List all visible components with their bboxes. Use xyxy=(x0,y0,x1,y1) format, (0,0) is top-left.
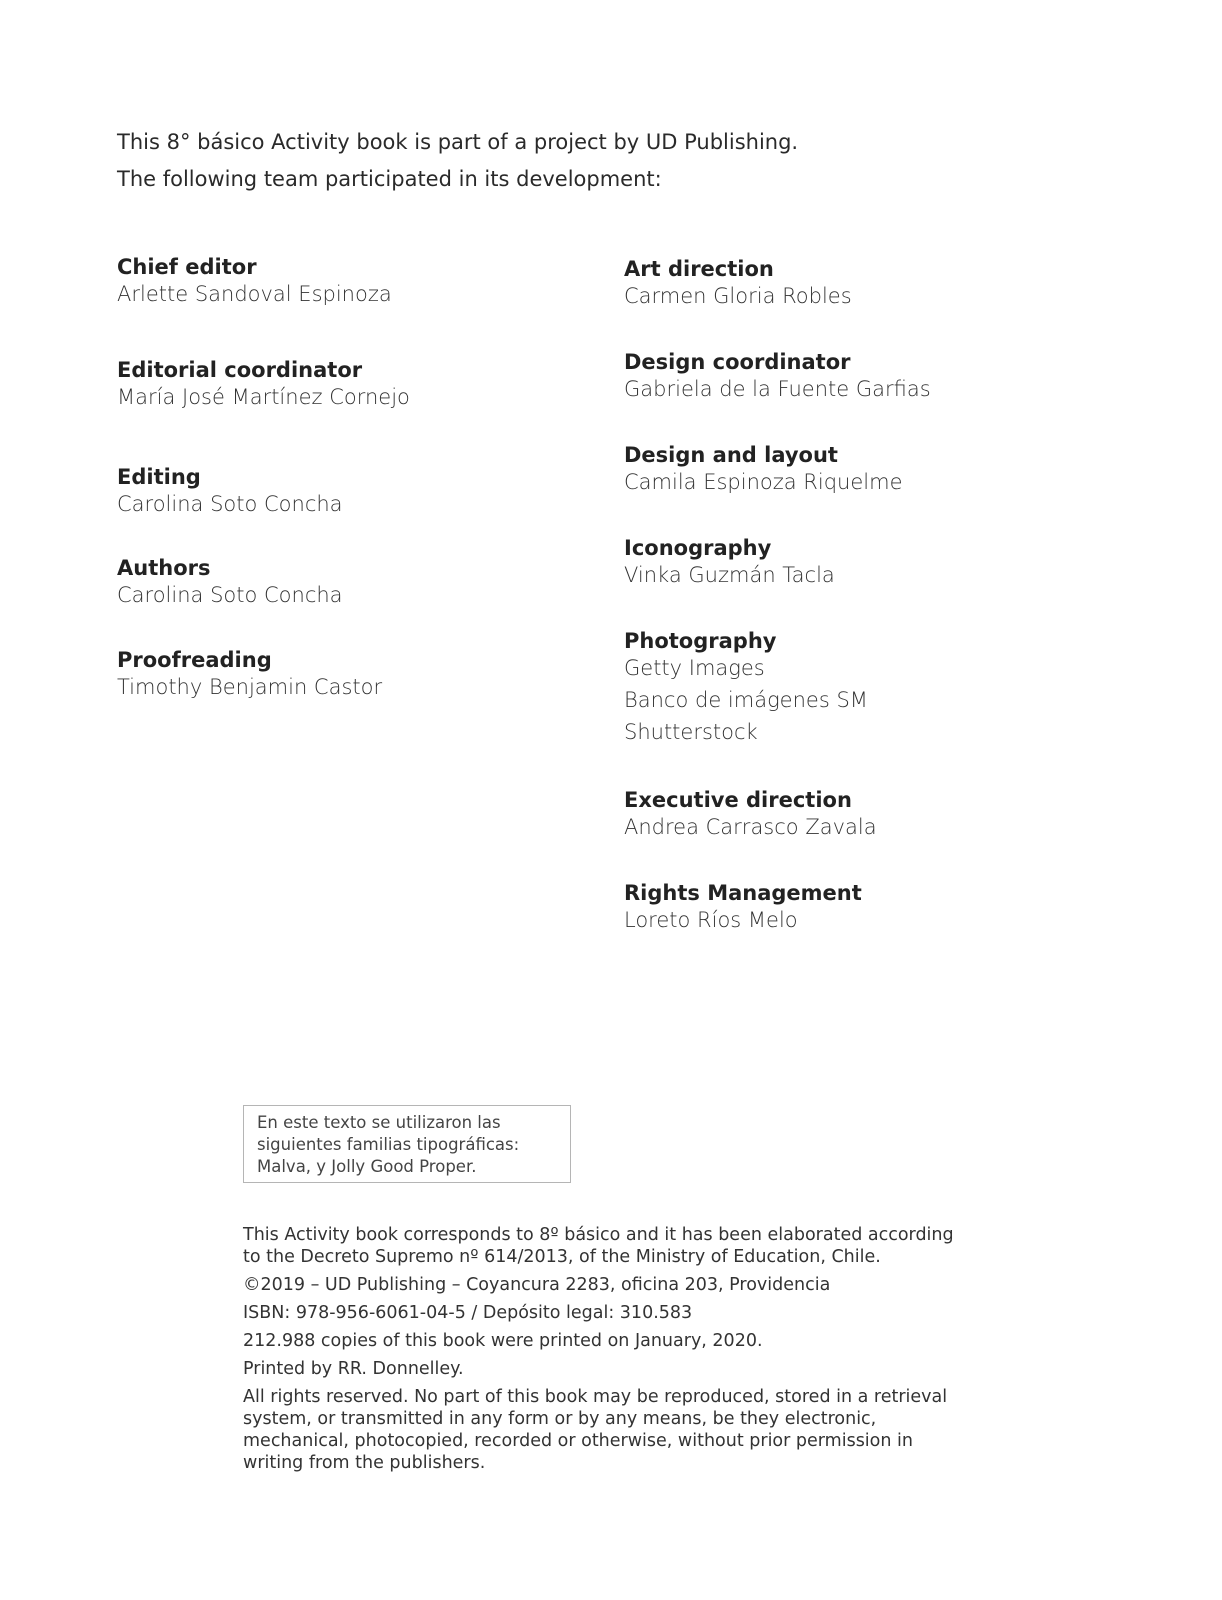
credit-name: Carmen Gloria Robles xyxy=(624,284,852,308)
credit-role: Proofreading xyxy=(117,648,272,672)
credit-role: Editing xyxy=(117,465,201,489)
intro-line: This 8° básico Activity book is part of a project by UD Publishing. xyxy=(117,130,799,154)
rights-line: system, or transmitted in any form or by any means, be they electronic, xyxy=(243,1409,877,1429)
rights-line: mechanical, photocopied, recorded or otherwise, without prior permission in xyxy=(243,1431,913,1451)
credit-name: María José Martínez Cornejo xyxy=(117,385,410,409)
credit-photography xyxy=(624,628,868,746)
credit-design-layout xyxy=(624,442,903,496)
credit-name: Getty Images xyxy=(624,656,765,680)
copies-line: 212.988 copies of this book were printed on January, 2020. xyxy=(243,1331,763,1351)
credit-editing xyxy=(117,464,343,518)
credit-name: Arlette Sandoval Espinoza xyxy=(117,282,392,306)
typography-note-line: En este texto se utilizaron las xyxy=(257,1113,501,1132)
isbn-line: ISBN: 978-956-6061-04-5 / Depósito legal: 310.583 xyxy=(243,1303,693,1323)
credit-iconography xyxy=(624,535,835,589)
credit-name: Loreto Ríos Melo xyxy=(624,908,798,932)
rights-line: writing from the publishers. xyxy=(243,1453,486,1473)
printer-line: Printed by RR. Donnelley. xyxy=(243,1359,464,1379)
credit-rights-management xyxy=(624,880,862,934)
credit-role: Design and layout xyxy=(624,443,838,467)
credit-name: Banco de imágenes SM xyxy=(624,688,868,712)
credit-name: Gabriela de la Fuente Garfias xyxy=(624,377,931,401)
credit-executive-direction xyxy=(624,787,877,841)
credit-art-direction xyxy=(624,256,852,310)
rights-line: All rights reserved. No part of this book may be reproduced, stored in a retrieval xyxy=(243,1387,948,1407)
credit-authors xyxy=(117,555,343,609)
credit-name: Camila Espinoza Riquelme xyxy=(624,470,903,494)
intro-text xyxy=(117,124,798,198)
credit-name: Shutterstock xyxy=(624,720,758,744)
credit-role: Rights Management xyxy=(624,881,862,905)
imprint-block xyxy=(243,1224,954,1480)
credit-role: Art direction xyxy=(624,257,774,281)
credit-role: Authors xyxy=(117,556,211,580)
credit-name: Carolina Soto Concha xyxy=(117,583,343,607)
credit-chief-editor xyxy=(117,254,392,308)
rights-paragraph xyxy=(243,1386,948,1474)
curriculum-line: This Activity book corresponds to 8º básico and it has been elaborated according xyxy=(243,1225,954,1245)
curriculum-line: to the Decreto Supremo nº 614/2013, of the Ministry of Education, Chile. xyxy=(243,1247,881,1267)
typography-note-line: siguientes familias tipográficas: xyxy=(257,1135,520,1154)
credit-name: Carolina Soto Concha xyxy=(117,492,343,516)
typography-note-box xyxy=(243,1105,571,1183)
credit-role: Editorial coordinator xyxy=(117,358,363,382)
credit-role: Chief editor xyxy=(117,255,257,279)
credit-name: Vinka Guzmán Tacla xyxy=(624,563,835,587)
credit-design-coordinator xyxy=(624,349,931,403)
intro-line: The following team participated in its development: xyxy=(117,167,662,191)
credit-role: Design coordinator xyxy=(624,350,851,374)
credit-name: Timothy Benjamin Castor xyxy=(117,675,383,699)
credit-role: Photography xyxy=(624,629,777,653)
credit-name: Andrea Carrasco Zavala xyxy=(624,815,877,839)
credit-proofreading xyxy=(117,647,382,701)
credit-role: Iconography xyxy=(624,536,772,560)
copyright-line: ©2019 – UD Publishing – Coyancura 2283, oficina 203, Providencia xyxy=(243,1275,831,1295)
curriculum-paragraph xyxy=(243,1224,954,1268)
credit-editorial-coordinator xyxy=(117,357,410,411)
credit-role: Executive direction xyxy=(624,788,852,812)
typography-note-line: Malva, y Jolly Good Proper. xyxy=(257,1157,477,1176)
